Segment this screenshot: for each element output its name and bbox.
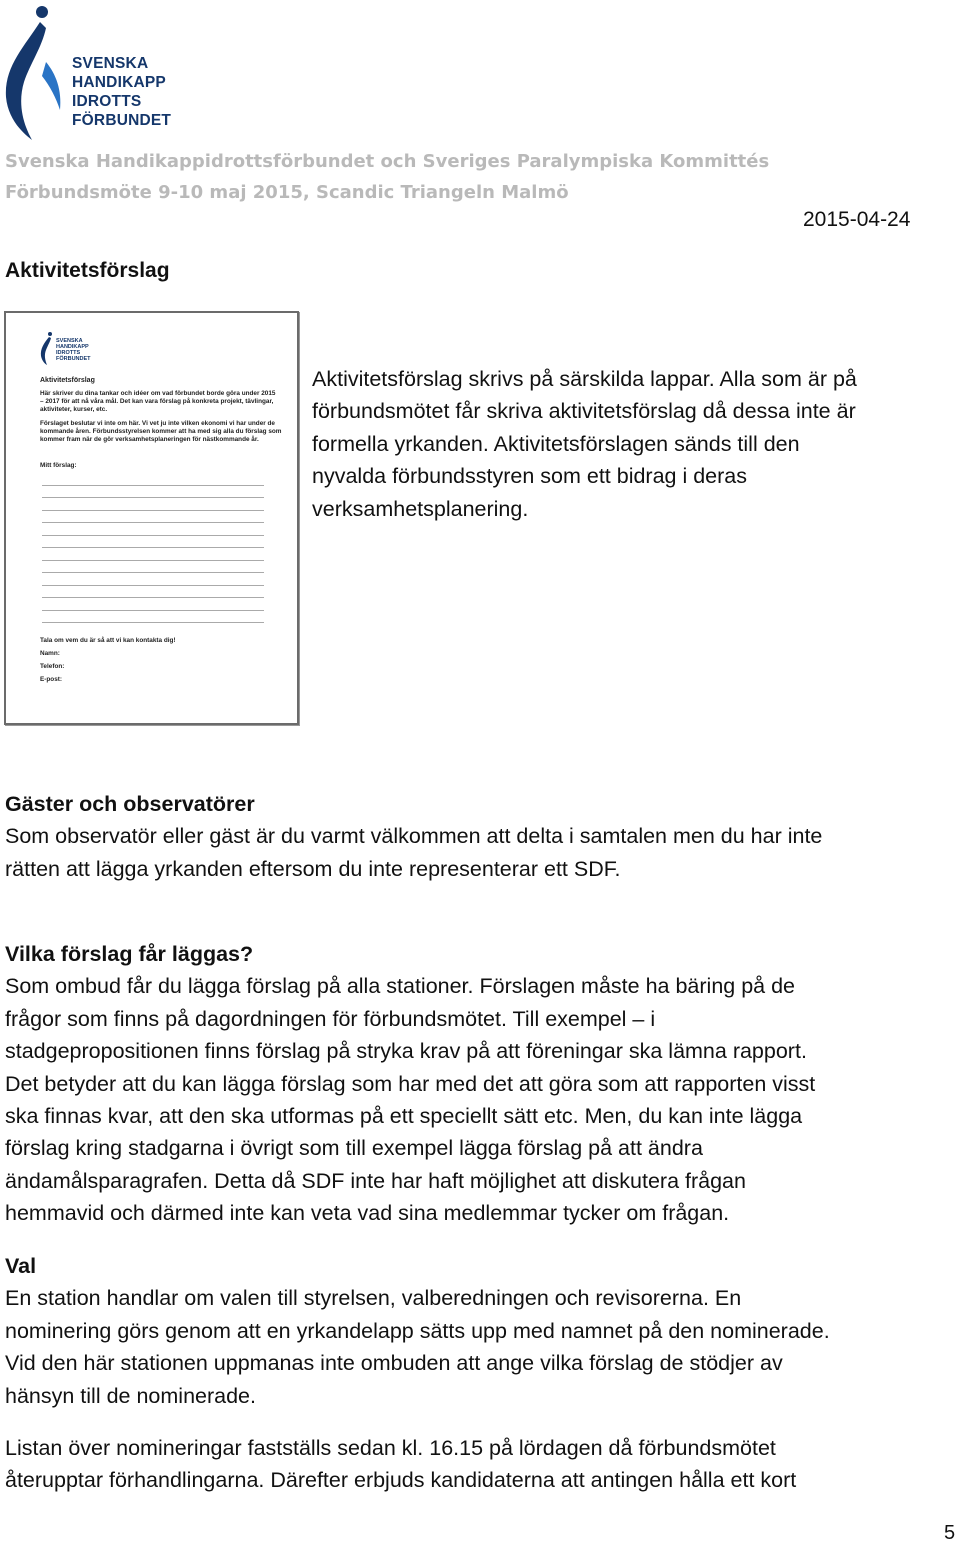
thumbnail-email-label: E-post: [40, 676, 63, 683]
thumbnail-logo-line: FÖRBUNDET [56, 356, 91, 362]
text-line: nominering görs genom att en yrkandelapp sätts upp med namnet på den nominerade. [5, 1318, 830, 1343]
text-line: frågor som finns på dagordningen för förbundsmötet. Till exempel – i [5, 1006, 656, 1031]
text-line: formella yrkanden. Aktivitetsförslagen sänds till den [312, 431, 800, 456]
organization-logo [2, 2, 172, 142]
election-section [5, 1250, 830, 1497]
thumbnail-logo-line: HANDIKAPP [56, 344, 89, 350]
text-line: Aktivitetsförslag skrivs på särskilda lappar. Alla som är på [312, 367, 857, 391]
text-line: En station handlar om valen till styrelsen, valberedningen och revisorerna. En [5, 1286, 742, 1311]
guests-heading: Gäster och observatörer [5, 792, 255, 816]
text-line: Som observatör eller gäst är du varmt välkommen att delta i samtalen men du har inte [5, 824, 823, 849]
header-organizations: Svenska Handikappidrottsförbundet och Sveriges Paralympiska Kommittés [5, 151, 770, 172]
thumbnail-intro-line: Här skriver du dina tankar och idéer om vad förbundet borde göra under 2015 [40, 390, 276, 397]
text-line: Listan över nomineringar fastställs sedan kl. 16.15 på lördagen då förbundsmötet [5, 1436, 776, 1461]
header-meeting: Förbundsmöte 9-10 maj 2015, Scandic Triangeln Malmö [5, 182, 569, 203]
logo-line: SVENSKA [72, 55, 149, 72]
thumbnail-phone-label: Telefon: [40, 663, 65, 670]
text-line: verksamhetsplanering. [312, 496, 529, 521]
thumbnail-note-line: Förslaget beslutar vi inte om här. Vi vet ju inte vilken ekonomi vi har under de [40, 420, 275, 427]
text-line: ändamålsparagrafen. Detta då SDF inte har haft möjlighet att diskutera frågan [5, 1168, 746, 1193]
text-line: ska finnas kvar, att den ska utformas på ett speciellt sätt etc. Men, du kan inte lägga [5, 1104, 803, 1129]
logo-line: IDROTTS [72, 93, 142, 110]
text-line: Som ombud får du lägga förslag på alla stationer. Förslagen måste ha bäring på de [5, 974, 796, 999]
document-date: 2015-04-24 [803, 208, 911, 231]
thumbnail-note-line: kommande åren. Förbundsstyrelsen kommer att ha med sig alla du förslag som [40, 428, 282, 436]
text-line: stadgepropositionen finns förslag på stryka krav på att föreningar ska lämna rapport. [5, 1039, 807, 1064]
section-title: Aktivitetsförslag [5, 259, 170, 282]
thumbnail-logo-line: SVENSKA [56, 338, 83, 344]
text-line: Vid den här stationen uppmanas inte ombuden att ange vilka förslag de stödjer av [5, 1351, 783, 1376]
proposals-section [5, 938, 815, 1230]
proposals-heading: Vilka förslag får läggas? [5, 942, 254, 966]
logo-line: FÖRBUNDET [72, 112, 172, 129]
logo-line: HANDIKAPP [72, 74, 166, 91]
guests-section [5, 788, 822, 885]
thumbnail-logo-icon [40, 331, 56, 365]
election-heading: Val [5, 1254, 37, 1278]
text-line: Det betyder att du kan lägga förslag som har med det att göra som att rapporten visst [5, 1071, 816, 1096]
page-number: 5 [944, 1522, 956, 1544]
thumbnail-logo-line: IDROTTS [56, 350, 81, 356]
text-line: nyvalda förbundsstyren som ett bidrag i deras [312, 464, 748, 489]
thumbnail-name-label: Namn: [40, 650, 60, 657]
thumbnail-my-proposal-label: Mitt förslag: [40, 462, 77, 469]
activity-description [312, 363, 857, 525]
activity-form-thumbnail [4, 311, 299, 725]
thumbnail-note-line: kommer fram när de gör verksamhetsplaneringen för nästkommande år. [40, 436, 259, 444]
thumbnail-title: Aktivitetsförslag [40, 377, 95, 384]
thumbnail-contact-prompt: Tala om vem du är så att vi kan kontakta dig! [40, 637, 176, 644]
text-line: rätten att lägga yrkanden eftersom du inte representerar ett SDF. [5, 856, 621, 881]
text-line: återupptar förhandlingarna. Därefter erbjuds kandidaterna att antingen hålla ett kort [5, 1468, 797, 1493]
text-line: förbundsmötet får skriva aktivitetsförslag då dessa inte är [312, 399, 856, 424]
text-line: förslag kring stadgarna i övrigt som till exempel lägga förslag på att ändra [5, 1136, 703, 1161]
text-line: hänsyn till de nominerade. [5, 1383, 256, 1408]
thumbnail-intro-line: – 2017 för att nå våra mål. Det kan vara förslag på konkreta projekt, tävlingar, [40, 398, 274, 406]
athlete-swoosh-icon [2, 2, 72, 142]
thumbnail-intro-line: aktiviteter, kurser, etc. [40, 406, 108, 414]
text-line: hemmavid och därmed inte kan veta vad sina medlemmar tycker om frågan. [5, 1201, 730, 1226]
